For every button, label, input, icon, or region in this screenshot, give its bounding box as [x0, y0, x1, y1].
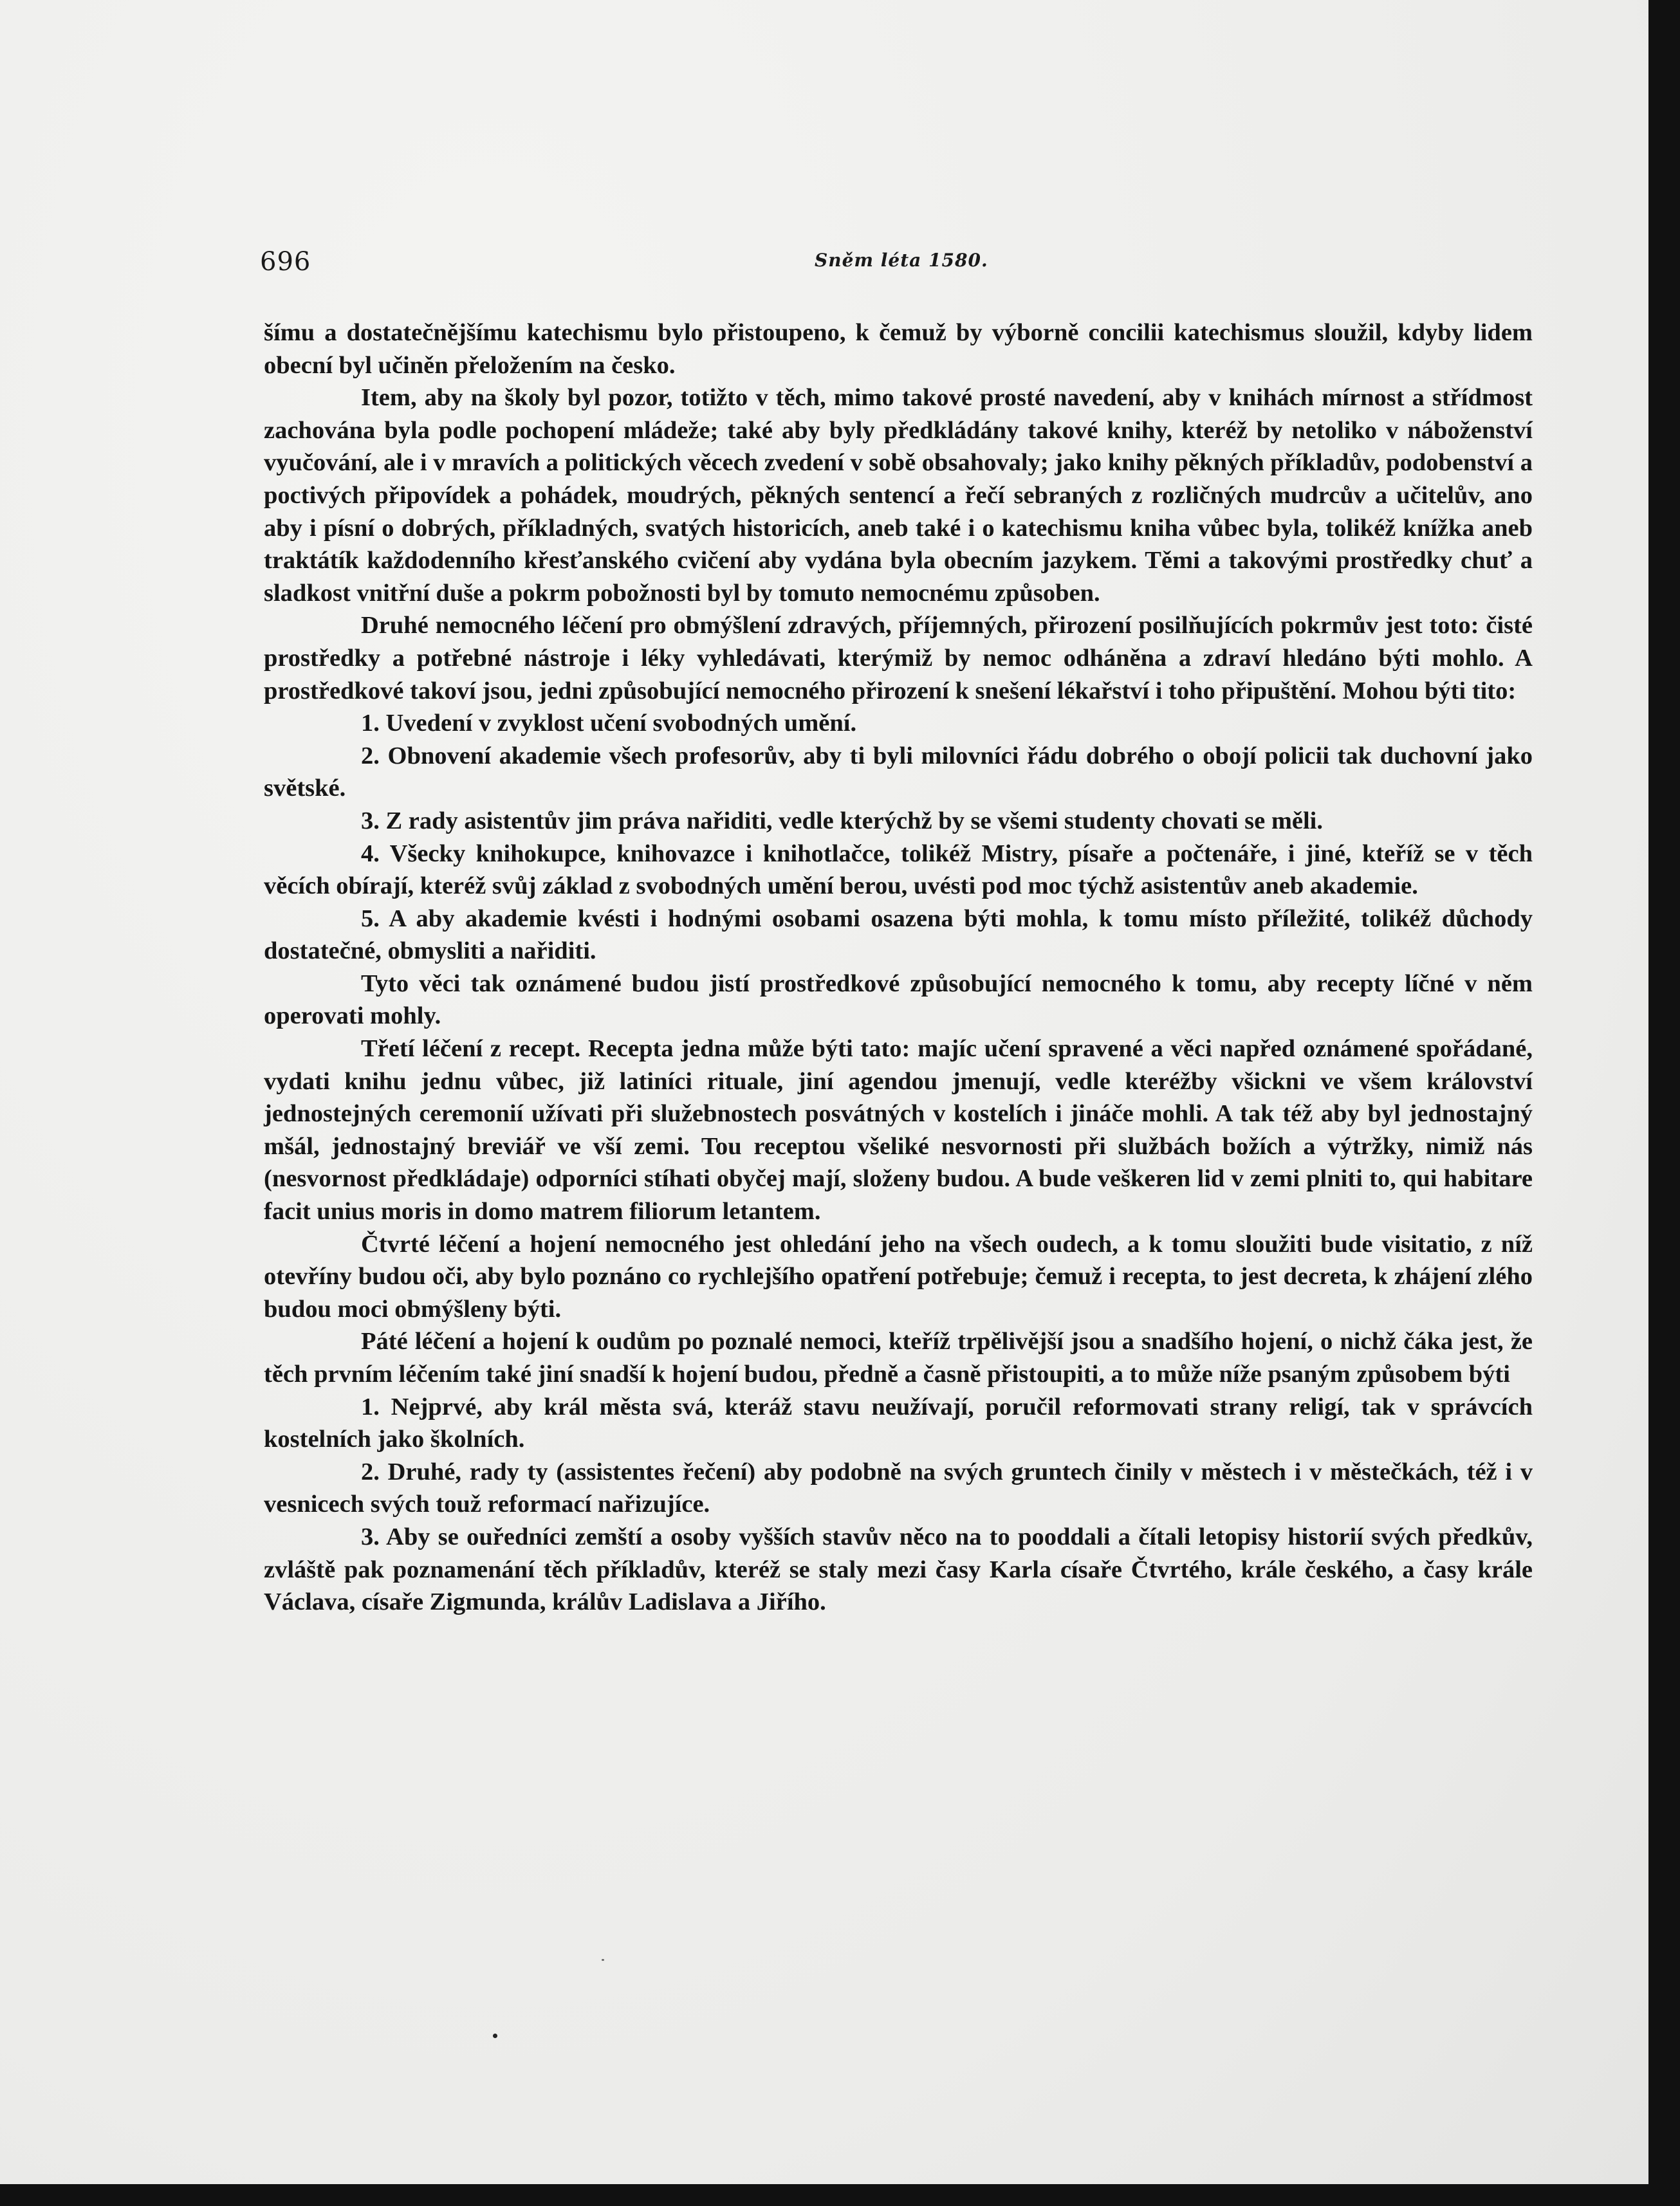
- scan-border-bottom: [0, 2184, 1680, 2206]
- paragraph-second-healing: Druhé nemocného léčení pro obmýšlení zdravých, příjemných, přirození posilňujících pokrmův jest toto: čisté prostředky a potřebné nástroje i léky vyhledávati, kterýmiž by nemoc odháněna a zdraví hledáno býti mohlo. A prostředkové takoví jsou, jedni způsobující nemocného přirození k snešení lékařství i toho připuštění. Mohou býti tito:: [264, 612, 1533, 704]
- list-item-3: 3. Z rady asistentův jim práva nařiditi, vedle kterýchž by se všemi studenty chovati se měli.: [361, 807, 1323, 834]
- paragraph-schools: Item, aby na školy byl pozor, totižto v těch, mimo takové prosté navedení, aby v knihách mírnost a střídmost zachována byla podle pochopení mládeže; také aby byly předkládány takové knihy, kteréž by netoliko v náboženství vyučování, ale i v mravích a politických věcech zvedení v sobě obsahovaly; jako knihy pěkných příkladův, podobenství a poctivých připovídek a pohádek, moudrých, pěkných sentencí a řečí sebraných z rozličných mudrcův a učitelův, ano aby i písní o dobrých, příkladných, svatých historicích, aneb také i o katechismu kniha vůbec byla, tolikéž knížka aneb traktátík každodenního křesťanského cvičení aby vydána byla obecním jazykem. Těmi a takovými prostředky chuť a sladkost vnitřní duše a pokrm pobožnosti byl by tomuto nemocnému způsoben.: [264, 384, 1533, 607]
- paragraph-fifth-healing: Páté léčení a hojení k oudům po poznalé nemoci, kteříž trpělivější jsou a snadšího hojení, o nichž čáka jest, že těch prvním léčením také jiní snadší k hojení budou, předně a časně přistoupiti, a to může níže psaným způsobem býti: [264, 1328, 1533, 1388]
- list-item-second: 2. Druhé, rady ty (assistentes řečení) aby podobně na svých gruntech činily v městech i v městečkách, též i v vesnicech svých touž reformací nařizujíce.: [264, 1458, 1533, 1518]
- paragraph-means-summary: Tyto věci tak oznámené budou jistí prostředkové způsobující nemocného k tomu, aby recepty líčné v něm operovati mohly.: [264, 970, 1533, 1030]
- body-text: [264, 317, 1533, 1619]
- list-item-2: 2. Obnovení akademie všech profesorův, aby ti byli milovníci řádu dobrého o obojí policii tak duchovní jako světské.: [264, 742, 1533, 802]
- page-number: 696: [260, 247, 311, 277]
- ink-speck-small: [602, 1959, 604, 1961]
- list-item-4: 4. Všecky knihokupce, knihovazce i knihotlačce, tolikéž Mistry, písaře a počtenáře, i jiné, kteříž se v těch věcích obírají, kteréž svůj základ z svobodných umění berou, uvésti pod moc týchž asistentův aneb akademie.: [264, 840, 1533, 900]
- paragraph-third-healing: Třetí léčení z recept. Recepta jedna může býti tato: majíc učení spravené a věci napřed oznámené spořádané, vydati knihu jednu vůbec, již latiníci rituale, jiní agendou jmenují, vedle kteréžby všickni ve všem království jednostejných ceremonií užívati při služebnostech posvátných v kostelích i jináče mohli. A tak též aby byl jednostajný mšál, jednostajný breviář ve vší zemi. Tou receptou všeliké nesvornosti při službách božích a výtržky, nimiž nás (nesvornost předkládaje) odporníci stíhati obyčej mají, složeny budou. A bude veškeren lid v zemi plniti to, qui habitare facit unius moris in domo matrem filiorum letantem.: [264, 1035, 1533, 1226]
- list-item-third: 3. Aby se ouředníci zemští a osoby vyšších stavův něco na to pooddali a čítali letopisy historií svých předkův, zvláště pak poznamenání těch příkladův, kteréž se staly mezi časy Karla císaře Čtvrtého, krále českého, a časy krále Václava, císaře Zigmunda, králův Ladislava a Jiřího.: [264, 1523, 1533, 1616]
- running-title: Sněm léta 1580.: [815, 250, 988, 271]
- paragraph-continuation: šímu a dostatečnějšímu katechismu bylo přistoupeno, k čemuž by výborně concilii katechismus sloužil, kdyby lidem obecní byl učiněn přeložením na česko.: [264, 319, 1533, 379]
- list-item-1: 1. Uvedení v zvyklost učení svobodných umění.: [361, 710, 857, 737]
- list-item-5: 5. A aby akademie kvésti i hodnými osobami osazena býti mohla, k tomu místo příležité, tolikéž důchody dostatečné, obmysliti a nařiditi.: [264, 905, 1533, 965]
- list-item-first: 1. Nejprvé, aby král města svá, kteráž stavu neužívají, poručil reformovati strany religí, tak v správcích kostelních jako školních.: [264, 1393, 1533, 1453]
- ink-speck: [493, 2034, 497, 2038]
- paragraph-fourth-healing: Čtvrté léčení a hojení nemocného jest ohledání jeho na všech oudech, a k tomu sloužiti bude visitatio, z níž otevříny budou oči, aby bylo poznáno co rychlejšího opatření potřebuje; čemuž i recepta, to jest decreta, k zhájení zlého budou moci obmýšleny býti.: [264, 1230, 1533, 1323]
- scan-border-right: [1648, 0, 1680, 2206]
